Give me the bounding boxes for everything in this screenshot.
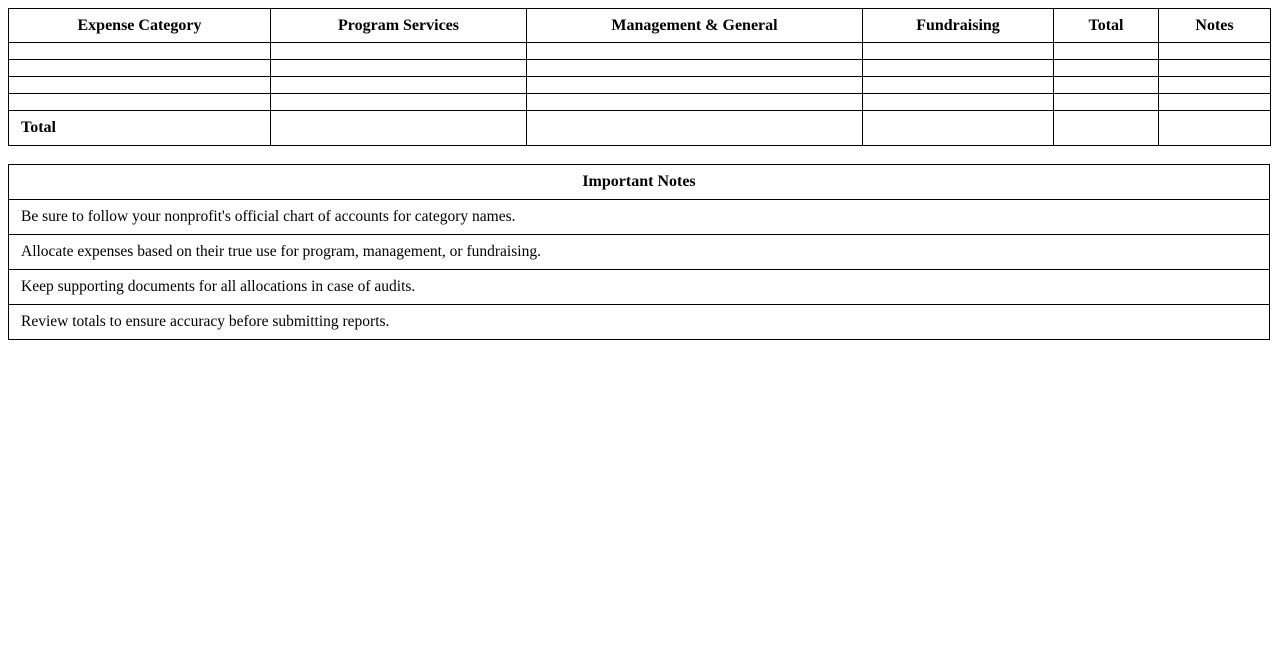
note-row — [9, 235, 1270, 270]
table-cell[interactable] — [863, 94, 1054, 111]
total-row-label: Total — [9, 111, 271, 146]
total-fundraising-cell[interactable] — [863, 111, 1054, 146]
table-cell[interactable] — [1159, 60, 1271, 77]
important-notes-table — [8, 164, 1270, 340]
grand-total-cell[interactable] — [1054, 111, 1159, 146]
notes-header-row — [9, 165, 1270, 200]
table-cell[interactable] — [1054, 77, 1159, 94]
expense-allocation-table — [8, 8, 1271, 146]
total-notes-cell[interactable] — [1159, 111, 1271, 146]
table-cell[interactable] — [527, 94, 863, 111]
note-item: Allocate expenses based on their true use for program, management, or fundraising. — [9, 235, 1270, 270]
note-item: Be sure to follow your nonprofit's official chart of accounts for category names. — [9, 200, 1270, 235]
note-row — [9, 305, 1270, 340]
table-cell[interactable] — [863, 77, 1054, 94]
table-cell[interactable] — [9, 77, 271, 94]
table-cell[interactable] — [9, 43, 271, 60]
table-cell[interactable] — [527, 60, 863, 77]
header-management-general: Management & General — [527, 9, 863, 43]
note-item: Review totals to ensure accuracy before submitting reports. — [9, 305, 1270, 340]
table-cell[interactable] — [863, 60, 1054, 77]
total-management-general-cell[interactable] — [527, 111, 863, 146]
table-row — [9, 77, 1271, 94]
page-content — [8, 8, 1270, 340]
table-cell[interactable] — [271, 77, 527, 94]
table-cell[interactable] — [271, 94, 527, 111]
total-program-services-cell[interactable] — [271, 111, 527, 146]
header-notes: Notes — [1159, 9, 1271, 43]
table-cell[interactable] — [271, 43, 527, 60]
note-item: Keep supporting documents for all allocations in case of audits. — [9, 270, 1270, 305]
table-cell[interactable] — [9, 94, 271, 111]
table-cell[interactable] — [271, 60, 527, 77]
table-cell[interactable] — [1054, 94, 1159, 111]
table-row — [9, 43, 1271, 60]
table-cell[interactable] — [1054, 60, 1159, 77]
table-row — [9, 94, 1271, 111]
table-cell[interactable] — [1159, 43, 1271, 60]
table-cell[interactable] — [863, 43, 1054, 60]
table-cell[interactable] — [527, 43, 863, 60]
table-cell[interactable] — [1054, 43, 1159, 60]
table-cell[interactable] — [527, 77, 863, 94]
note-row — [9, 200, 1270, 235]
header-fundraising: Fundraising — [863, 9, 1054, 43]
header-program-services: Program Services — [271, 9, 527, 43]
table-header-row — [9, 9, 1271, 43]
notes-title: Important Notes — [9, 165, 1270, 200]
table-cell[interactable] — [1159, 77, 1271, 94]
table-cell[interactable] — [9, 60, 271, 77]
note-row — [9, 270, 1270, 305]
table-cell[interactable] — [1159, 94, 1271, 111]
header-expense-category: Expense Category — [9, 9, 271, 43]
table-row — [9, 60, 1271, 77]
total-row — [9, 111, 1271, 146]
header-total: Total — [1054, 9, 1159, 43]
